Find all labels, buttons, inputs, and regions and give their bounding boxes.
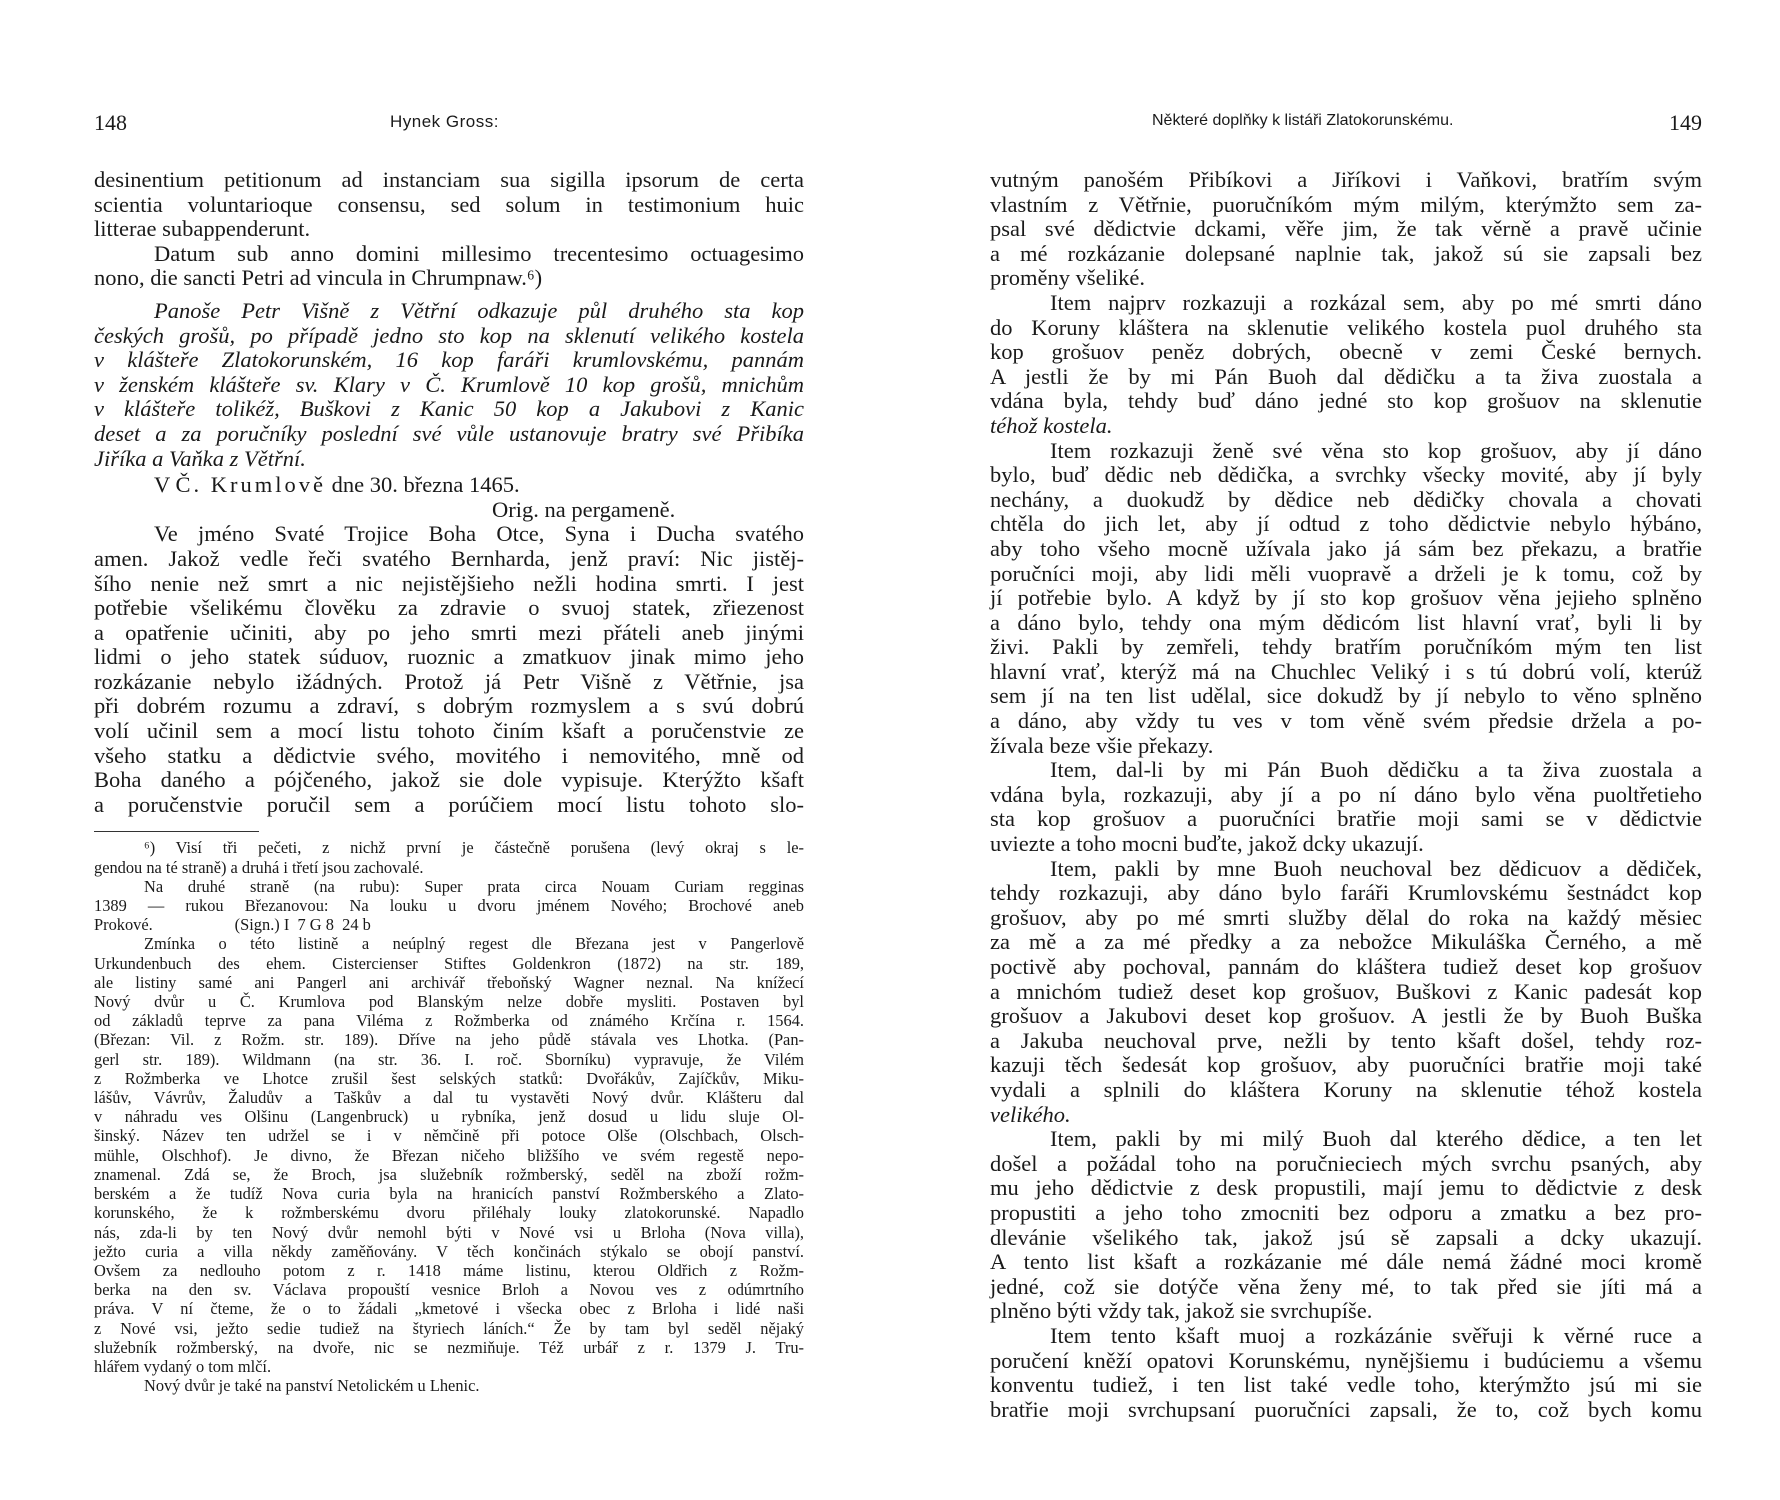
page-number: 148 xyxy=(94,110,127,135)
text-line: litterae subappenderunt. xyxy=(94,216,311,242)
footnote-line: 1389 — rukou Březanovou: Na louku u dvoru jménem Nového; Brochové aneb xyxy=(94,896,804,916)
text-line: sem jí na ten list udělal, sice dokudž by jí nebylo to věno splněno xyxy=(990,683,1702,709)
text-line: proměny všeliké. xyxy=(990,265,1145,291)
footnote-line: Prokové. (Sign.) I 7 G 8 24 b xyxy=(94,915,371,935)
text-line: za mě a za mé předky a za nebožce Mikuláška Černého, a mě xyxy=(990,929,1702,955)
text-line: živi. Pakli by zemřeli, tehdy bratřím poručníkóm mým ten list xyxy=(990,634,1702,660)
text-line: a mnichóm tudiež deset kop grošuov, Buškovi z Kanic padesát kop xyxy=(990,978,1702,1004)
right-page-header xyxy=(990,110,1702,140)
left-page-body xyxy=(94,168,804,1395)
footnote-line: berském a že tudíž Nova curia byla na hranicích panství Rožmberského a Zlato- xyxy=(94,1184,804,1204)
footnote-line: v náhradu ves Olšinu (Langenbruck) u rybníka, jenž dosud u lidu sluje Ol- xyxy=(94,1107,804,1127)
text-line: vlastním z Větřnie, puoručníkóm mým milým, kterýmžto sem za- xyxy=(990,191,1702,217)
text-line: všeho statku a dědictvie svého, movitého i nemovitého, mně od xyxy=(94,742,804,768)
footnote-line: nás, zda-li by ten Nový dvůr nemohl býti v Nové vsi u Brloha (Nova villa), xyxy=(94,1222,804,1242)
text-line: poručení kněží opatovi Korunskému, nynějšiemu i budúciemu a všemu xyxy=(990,1347,1702,1373)
regest-line: v ženském klášteře sv. Klary v Č. Krumlově 10 kop grošů, mnichům xyxy=(94,371,804,397)
footnote-line: ⁶) Visí tři pečeti, z nichž první je částečně porušena (levý okraj s le- xyxy=(144,838,804,858)
text-line: potřebie všelikému člověku za zdravie o svuoj statek, zřiezenost xyxy=(94,595,804,621)
right-page xyxy=(990,0,1702,1500)
footnote-line: šinský. Název ten udržel se i v němčině při potoce Olše (Olschbach, Olsch- xyxy=(94,1126,804,1146)
text-line: téhož kostela. xyxy=(990,412,1113,438)
text-line: grošuov a Jakubovi deset kop grošuov. A jestli že by Buoh Buška xyxy=(990,1003,1702,1029)
regest-line: v klášteře tolikéž, Buškovi z Kanic 50 kop a Jakubovi z Kanic xyxy=(94,396,804,422)
text-line: vydali a splnili do kláštera Koruny na sklenutie téhož kostela xyxy=(990,1076,1702,1102)
text-line: a dáno, aby vždy tu ves v tom věně svém předsie držela a po- xyxy=(990,708,1702,734)
text-line: Item najprv rozkazuji a rozkázal sem, aby po mé smrti dáno xyxy=(1050,289,1702,315)
regest-summary xyxy=(94,299,804,471)
regest-line: Jiříka a Vaňka z Větřní. xyxy=(94,445,306,471)
text-line: scientia voluntarioque consensu, sed solum in testimonium huic xyxy=(94,191,804,217)
footnote-line: znamenal. Zdá se, že Broch, jsa služebník rožmberský, seděl na zboží rožm- xyxy=(94,1164,804,1184)
left-page xyxy=(94,0,804,1500)
footnote-line: Na druhé straně (na rubu): Super prata circa Nouam Curiam regginas xyxy=(144,876,804,896)
footnote-line: z Nové vsi, ježto sedie tudiež na štyriech láních.“ Že by tam byl seděl nějaký xyxy=(94,1318,804,1338)
right-page-body xyxy=(990,168,1702,1422)
charter-closing-text xyxy=(94,168,804,291)
text-line: a dáno bylo, tehdy ona mým dědicóm list hlavní vrať, byli li by xyxy=(990,609,1702,635)
text-line: a poručenstvie poručil sem a porúčiem mocí listu tohoto slo- xyxy=(94,791,804,817)
footnote-line: gerl str. 189). Wildmann (na str. 36. I. roč. Sborníku) vypravuje, že Vilém xyxy=(94,1049,804,1069)
text-line: Item rozkazuji ženě své věna sto kop grošuov, aby jí dáno xyxy=(1050,437,1702,463)
text-line: plněno býti vždy tak, jakož sie svrchupíše. xyxy=(990,1298,1373,1324)
footnote-line: práva. V ní čteme, že o to žádali „kmetové i všecka obec z Brloha i lidé naši xyxy=(94,1299,804,1319)
footnote-line: ježto curia a villa někdy zaměňovány. V těch končinách stýkalo se obojí panství. xyxy=(94,1241,804,1261)
text-line: amen. Jakož vedle řeči svatého Bernharda, jenž praví: Nic jistěj- xyxy=(94,545,804,571)
footnote-line: Nový dvůr u Č. Krumlova pod Blanským nelze dobře mysliti. Postaven byl xyxy=(94,992,804,1012)
text-line: nechány, a duokudž by dědice neb dědičky chovala a chovati xyxy=(990,486,1702,512)
text-line: A jestli že by mi Pán Buoh dal dědičku a ta živa zuostala a xyxy=(990,363,1702,389)
dateline-date: dne 30. března 1465. xyxy=(325,472,520,498)
text-line: šího nenie než smrt a nic nejistějšieho nežli hodina smrti. I jest xyxy=(94,570,804,596)
text-line: a mé rozkázanie dolepsané naplnie tak, jakož sú sie zapsali bez xyxy=(990,240,1702,266)
footnote-line: (Březan: Vil. z Rožm. str. 189). Dříve na jeho půdě stávala ves Lhotka. (Pan- xyxy=(94,1030,804,1050)
footnote-line: Zmínka o této listině a neúplný regest dle Březana jest v Pangerlově xyxy=(144,934,804,954)
text-line: Item tento kšaft muoj a rozkázánie svěřuji k věrné ruce a xyxy=(1050,1322,1702,1348)
text-line: aby toho všeho mocně užívala jako já sám bez překazu, a bratřie xyxy=(990,535,1702,561)
footnote-line: Ovšem za nedlouho potom z r. 1418 máme listinu, kterou Oldřich z Rožm- xyxy=(94,1260,804,1280)
text-line: vdána byla, tehdy buď dáno jedné sto kop grošuov na sklenutie xyxy=(990,388,1702,414)
text-line: desinentium petitionum ad instanciam sua sigilla ipsorum de certa xyxy=(94,167,804,192)
footnote-line: mühle, Olschhof). Je divno, že Březan ničeho bližšího ve svém regestě nepo- xyxy=(94,1145,804,1165)
text-line: volí učinil sem a mocí listu tohoto činím kšaft a poručenstvie ze xyxy=(94,718,804,744)
text-line: propustiti a jeho toho zmocniti bez odporu a zmatku a bez pro- xyxy=(990,1199,1702,1225)
footnote-divider xyxy=(94,831,259,832)
text-line: nono, die sancti Petri ad vincula in Chrumpnaw.⁶) xyxy=(94,265,543,291)
text-line: dlevánie všelikého tak, jakož jsú sě zapsali a dcky ukazují. xyxy=(990,1224,1702,1250)
text-line: poctivě aby pochoval, pannám do kláštera tudiež deset kop grošuov xyxy=(990,954,1702,979)
text-line: velikého. xyxy=(990,1101,1071,1127)
text-line: žívala beze všie překazy. xyxy=(990,732,1214,758)
text-line: Item, dal-li by mi Pán Buoh dědičku a ta živa zuostala a xyxy=(1050,757,1702,783)
footnote-line: gendou na té straně) a druhá i třetí jsou zachovalé. xyxy=(94,857,424,877)
dateline-place: Č. Krumlově xyxy=(175,472,326,498)
text-line: jedné, což sie dotýče věna ženy mé, to tak před sie jíti má a xyxy=(990,1273,1702,1299)
footnote-line: berka na den sv. Václava propouští vesnice Brloh a Novou ves z odúmrtního xyxy=(94,1280,804,1300)
text-line: a Jakuba neuchoval prve, nežli by tento kšaft došel, tehdy roz- xyxy=(990,1027,1702,1053)
running-head: Hynek Gross: xyxy=(390,112,499,131)
text-line: Item, pakli by mi milý Buoh dal kterého dědice, a ten let xyxy=(1050,1126,1702,1152)
text-line: mu jeho dědictvie z desk propustili, mají jemu to dědictvie z desk xyxy=(990,1175,1702,1201)
text-line: A tento list kšaft a rozkázanie mé dále nemá žádné moci kromě xyxy=(990,1249,1702,1275)
text-line: Datum sub anno domini millesimo trecentesimo octuagesimo xyxy=(154,240,804,266)
text-line: došel a požádal toho na poručnieciech mých svrchu psaných, aby xyxy=(990,1150,1702,1176)
footnote-line: ale listiny samé ani Pangerl ani archivář třeboňský Wagner neznal. Na knížecí xyxy=(94,972,804,992)
regest-line: Panoše Petr Višně z Větřní odkazuje půl druhého sta kop xyxy=(154,297,804,323)
regest-line: v klášteře Zlatokorunském, 16 kop faráři krumlovskému, pannám xyxy=(94,347,804,373)
text-line: psal své dědictvie dckami, věře jim, že tak věrně a pravě učinie xyxy=(990,216,1702,242)
footnote-line: od základů teprve za pana Viléma z Rožmberka od známého Krčína r. 1564. xyxy=(94,1011,804,1031)
original-note: Orig. na pergameně. xyxy=(492,496,676,522)
running-head: Některé doplňky k listáři Zlatokorunskému. xyxy=(1152,112,1454,129)
text-line: kazuji těch šedesát kop grošuov, aby puoručníci bratřie moji také xyxy=(990,1052,1702,1078)
charter-text xyxy=(94,522,804,817)
footnote-line: Nový dvůr je také na panství Netolickém u Lhenic. xyxy=(144,1376,480,1396)
text-line: rozkázanie nebylo ižádných. Protož já Petr Višně z Větřnie, jsa xyxy=(94,668,804,694)
text-line: poručníci moji, aby lidi měli vuopravě a drželi je k tomu, což by xyxy=(990,560,1702,586)
text-line: kop grošuov peněz dobrých, obecně v zemi České bernych. xyxy=(990,339,1702,365)
dateline xyxy=(94,473,804,498)
charter-text-continued xyxy=(990,168,1702,1422)
text-line: konventu tudiež, i ten list také vedle toho, kterýmžto jsú mi sie xyxy=(990,1372,1702,1398)
text-line: sta kop grošuov a puoručníci bratřie moji sami se v dědictvie xyxy=(990,806,1702,832)
footnote-line: z Rožmberka ve Lhotce zrušil šest selských statků: Dvořákův, Zajíčkův, Miku- xyxy=(94,1068,804,1088)
footnote-line: hlářem vydaný o tom mlčí. xyxy=(94,1356,272,1376)
text-line: Item, pakli by mne Buoh neuchoval bez dědicuov a dědiček, xyxy=(1050,855,1702,881)
text-line: při dobrém rozumu a zdraví, s dobrým rozmyslem a s svú dobrú xyxy=(94,693,804,719)
text-line: bylo, buď dědic neb dědička, a svrchky všecky movité, aby jí byly xyxy=(990,462,1702,488)
footnote-line: lášův, Vávrův, Žaludův a Taškův a dal tu vystavěti Nový dvůr. Klášteru dal xyxy=(94,1088,804,1108)
text-line: jí potřebie bylo. A když by jí sto kop grošuov věna jejieho splněno xyxy=(990,585,1702,611)
footnotes xyxy=(94,838,804,1395)
regest-line: českých grošů, po případě jedno sto kop na sklenutí velikého kostela xyxy=(94,322,804,348)
footnote-line: korunského, že k rožmberskému dvoru přiléhaly louky zlatokorunské. Napadlo xyxy=(94,1203,804,1223)
text-line: Ve jméno Svaté Trojice Boha Otce, Syna i Ducha svatého xyxy=(154,521,804,547)
text-line: hlavní vrať, kterýž má na Chuchlec Veliký i s tú dobrú volí, kterúž xyxy=(990,658,1702,684)
text-line: chtěla do jich let, aby jí odtud z toho dědictvie nebylo hýbáno, xyxy=(990,511,1702,537)
left-page-header xyxy=(94,110,804,140)
text-line: tehdy rozkazuji, aby dáno bylo faráři Krumlovskému šestnádct kop xyxy=(990,880,1702,906)
footnote-line: služebník rožmberský, na dvoře, nic se nezmiňuje. Též urbář z r. 1379 J. Tru- xyxy=(94,1337,804,1357)
dateline-text xyxy=(94,473,804,498)
text-line: do Koruny kláštera na sklenutie velikého kostela puol druhého sta xyxy=(990,314,1702,340)
text-line: uviezte a toho mocni buďte, jakož dcky ukazují. xyxy=(990,831,1424,857)
text-line: Boha daného a pójčeného, jakož sie dole vypisuje. Kterýžto kšaft xyxy=(94,767,804,793)
page-number: 149 xyxy=(1669,110,1702,135)
text-line: bratřie moji svrchupsaní puoručníci zapsali, že to, což bych komu xyxy=(990,1396,1702,1422)
footnote-line: Urkundenbuch des ehem. Cistercienser Stiftes Goldenkron (1872) na str. 189, xyxy=(94,953,804,973)
regest-line: deset a za poručníky poslední své vůle ustanovuje bratry své Přibíka xyxy=(94,420,804,446)
text-line: lidmi o jeho statek súduov, ruoznic a zmatkuov jinak mimo jeho xyxy=(94,644,804,670)
text-line: vutným panošém Přibíkovi a Jiříkovi i Vaňkovi, bratřím svým xyxy=(990,167,1702,192)
text-line: grošuov, aby po mé smrti služby dělal do roka na každý měsiec xyxy=(990,904,1702,930)
dateline-prefix: V xyxy=(154,472,176,498)
text-line: vdána byla, rozkazuji, aby jí a po ní dáno bylo věna puoltřetieho xyxy=(990,781,1702,807)
text-line: a opatřenie učiniti, aby po jeho smrti mezi přáteli aneb jinými xyxy=(94,619,804,645)
